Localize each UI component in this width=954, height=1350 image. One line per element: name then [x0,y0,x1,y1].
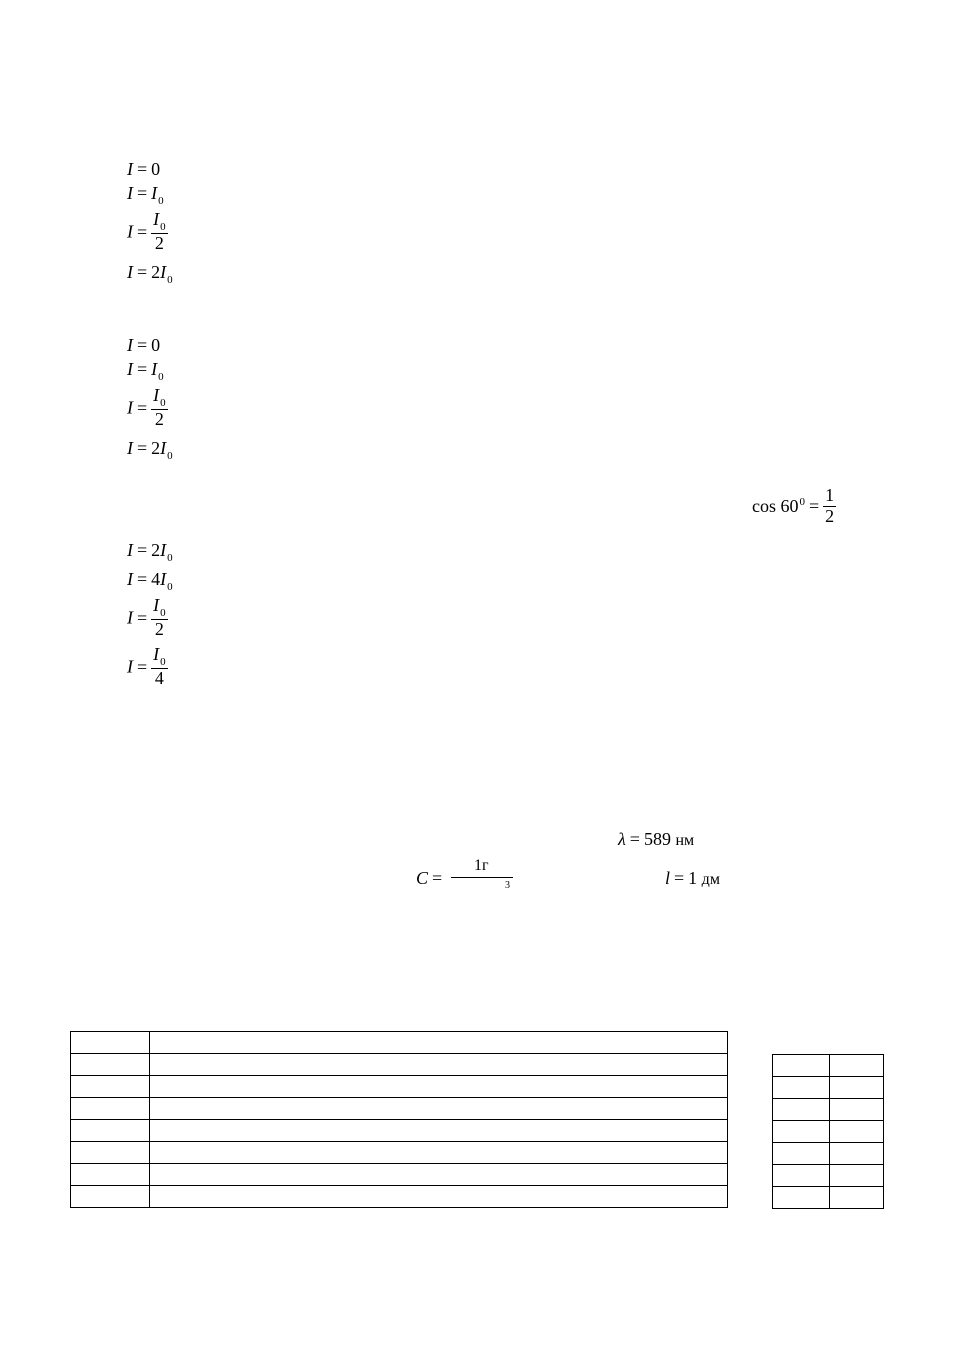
fraction: $\frac{I_0}{4}$ [153,644,166,688]
q1-option-3: I = $\frac{I_0}{2}$ [127,209,166,253]
table-cell [71,1164,150,1186]
table-cell [71,1186,150,1208]
q1-option-1: I = 0 [127,159,161,179]
table-cell [773,1055,830,1077]
table-row [773,1187,884,1209]
table-row [71,1186,728,1208]
q3-option-2: $I = 4I_0$ [127,569,173,593]
length-given: l = 1 дм [665,868,720,888]
answer-table [70,1031,728,1208]
q3-option-4: I = $\frac{I_0}{4}$ [127,644,166,688]
concentration-lhs: C = [416,868,443,888]
table-cell [830,1121,884,1143]
table-cell [773,1121,830,1143]
table-cell [150,1142,728,1164]
q2-option-2: $I = I_0$ [127,359,164,383]
score-table [772,1054,884,1209]
cos-formula: $\cos 60^0$ = $\frac{1}{2}$ [752,485,835,526]
table-row [773,1055,884,1077]
table-cell [150,1076,728,1098]
q2-option-3: I = $\frac{I_0}{2}$ [127,385,166,429]
table-cell [830,1055,884,1077]
q1-option-2: $I = I_0$ [127,183,164,207]
table-cell [150,1186,728,1208]
q1-option-4: $I = 2I_0$ [127,262,173,286]
table-cell [71,1098,150,1120]
table-cell [830,1187,884,1209]
table-cell [830,1077,884,1099]
table-row [71,1098,728,1120]
table-row [71,1164,728,1186]
table-row [71,1120,728,1142]
table-cell [71,1032,150,1054]
table-row [773,1077,884,1099]
concentration-denominator: 3 [505,880,510,891]
fraction-line [451,877,513,878]
table-cell [150,1032,728,1054]
table-row [71,1142,728,1164]
table-cell [150,1164,728,1186]
table-cell [773,1165,830,1187]
table-cell [773,1187,830,1209]
table-row [773,1121,884,1143]
table-cell [773,1143,830,1165]
table-cell [71,1120,150,1142]
q2-option-4: $I = 2I_0$ [127,438,173,462]
table-cell [830,1099,884,1121]
fraction: $\frac{I_0}{2}$ [153,385,166,429]
table-row [773,1099,884,1121]
q3-option-1: $I = 2I_0$ [127,540,173,564]
table-row [71,1076,728,1098]
table-cell [773,1077,830,1099]
table-cell [150,1054,728,1076]
table-row [71,1054,728,1076]
table-cell [71,1076,150,1098]
table-row [773,1165,884,1187]
q3-option-3: I = $\frac{I_0}{2}$ [127,595,166,639]
table-cell [830,1165,884,1187]
fraction: $\frac{1}{2}$ [825,485,835,526]
fraction: $\frac{I_0}{2}$ [153,595,166,639]
fraction: $\frac{I_0}{2}$ [153,209,166,253]
q2-option-1: I = 0 [127,335,161,355]
table-cell [773,1099,830,1121]
wavelength-given: λ = 589 нм [618,829,695,849]
table-cell [150,1098,728,1120]
table-row [71,1032,728,1054]
table-cell [830,1143,884,1165]
table-cell [150,1120,728,1142]
concentration-numerator: 1г [474,857,489,874]
table-row [773,1143,884,1165]
table-cell [71,1142,150,1164]
table-cell [71,1054,150,1076]
